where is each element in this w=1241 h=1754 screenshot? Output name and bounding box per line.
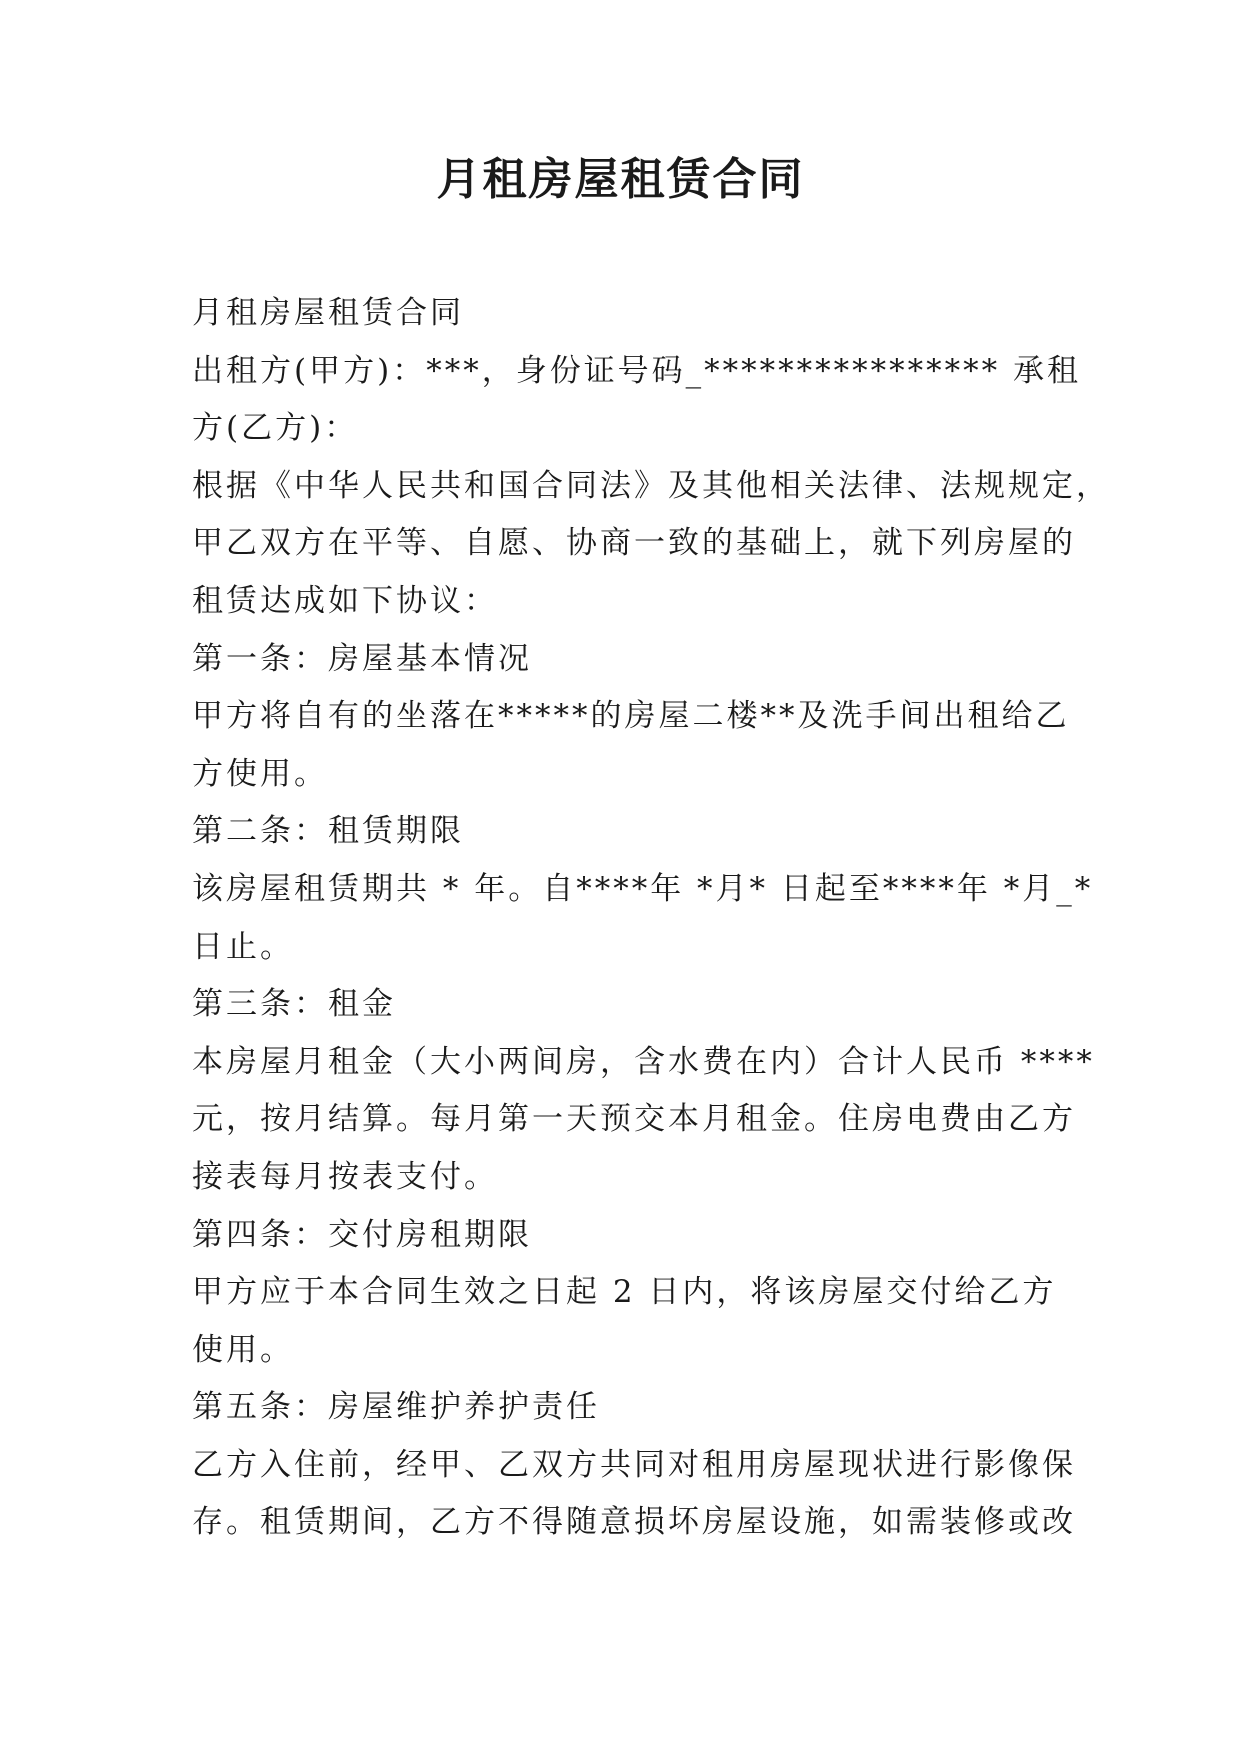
document-body bbox=[192, 285, 1110, 1552]
body-line: 出租方(甲方)：***，身份证号码_**************** 承租 bbox=[192, 352, 1082, 389]
body-line: 本房屋月租金（大小两间房，含水费在内）合计人民币 **** bbox=[192, 1043, 1095, 1080]
body-line: 接表每月按表支付。 bbox=[192, 1158, 498, 1195]
body-line: 存。租赁期间，乙方不得随意损坏房屋设施，如需装修或改 bbox=[192, 1504, 1076, 1541]
body-line: 第五条：房屋维护养护责任 bbox=[192, 1389, 600, 1426]
body-line: 根据《中华人民共和国合同法》及其他相关法律、法规规定， bbox=[192, 467, 1110, 504]
body-line: 第二条：租赁期限 bbox=[192, 813, 464, 850]
body-line: 乙方入住前，经甲、乙双方共同对租用房屋现状进行影像保 bbox=[192, 1446, 1076, 1483]
body-line: 甲方将自有的坐落在*****的房屋二楼**及洗手间出租给乙 bbox=[192, 698, 1070, 735]
body-line: 租赁达成如下协议： bbox=[192, 582, 498, 619]
document-title: 月租房屋租赁合同 bbox=[436, 154, 805, 205]
body-line: 日止。 bbox=[192, 928, 294, 965]
body-line: 该房屋租赁期共 * 年。自****年 *月* 日起至****年 *月_* bbox=[192, 870, 1094, 907]
body-line: 月租房屋租赁合同 bbox=[192, 295, 464, 331]
body-line: 第四条：交付房租期限 bbox=[192, 1216, 532, 1253]
body-line: 元，按月结算。每月第一天预交本月租金。住房电费由乙方 bbox=[192, 1101, 1076, 1138]
body-line: 第一条：房屋基本情况 bbox=[192, 640, 532, 677]
body-line: 第三条：租金 bbox=[192, 986, 396, 1023]
body-line: 方(乙方)： bbox=[192, 410, 359, 447]
body-line: 使用。 bbox=[192, 1331, 294, 1368]
body-line: 甲乙双方在平等、自愿、协商一致的基础上，就下列房屋的 bbox=[192, 525, 1076, 562]
body-line: 甲方应于本合同生效之日起 2 日内，将该房屋交付给乙方 bbox=[192, 1274, 1057, 1311]
body-line: 方使用。 bbox=[192, 755, 328, 792]
